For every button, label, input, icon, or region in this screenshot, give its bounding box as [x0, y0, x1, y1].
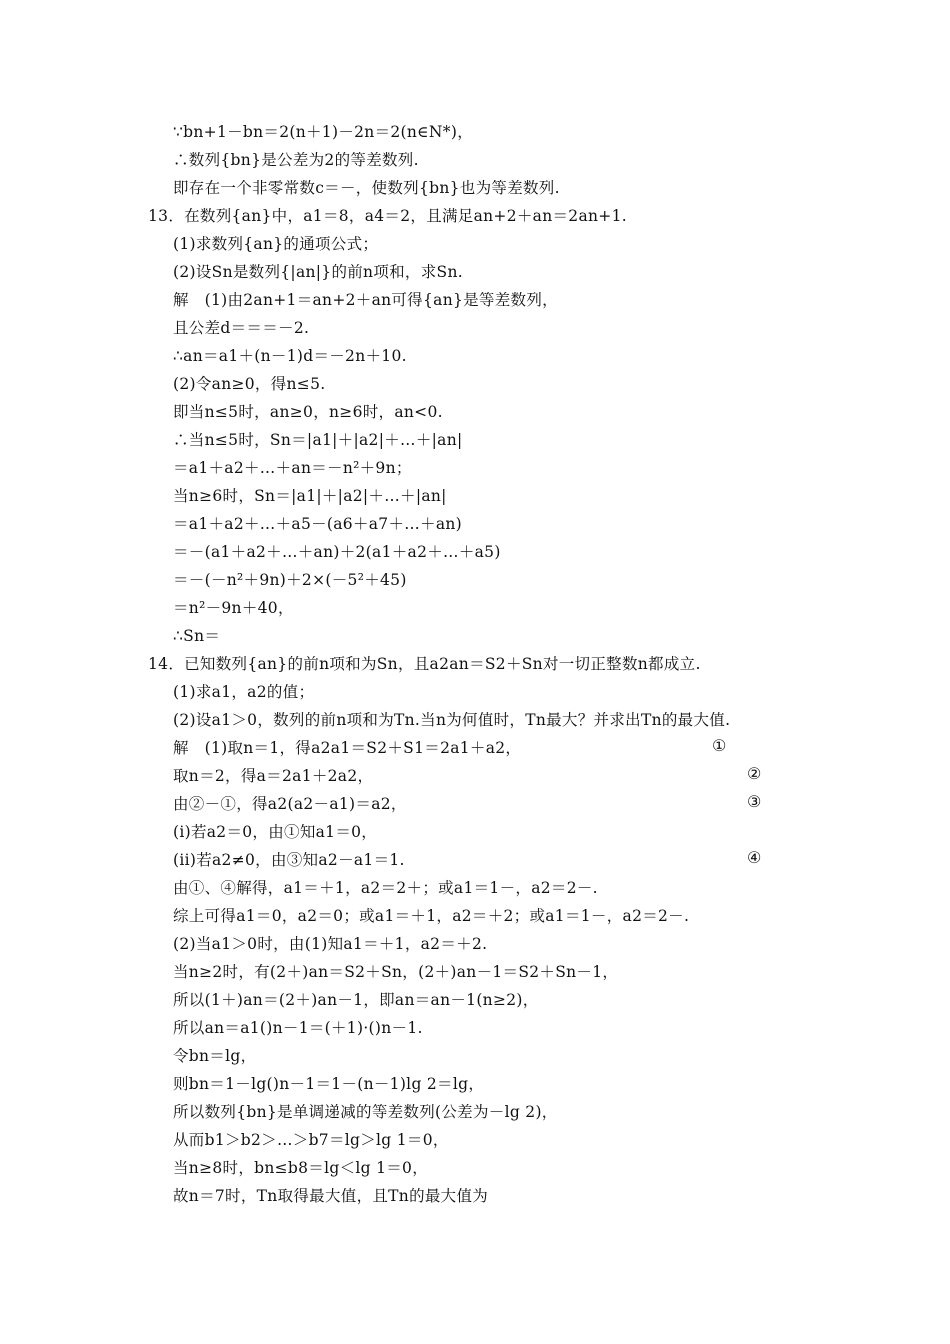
- text-line: 解 (1)由2an+1＝an+2＋an可得{an}是等差数列，: [173, 291, 558, 309]
- text-line: ＝n²－9n＋40，: [173, 599, 294, 617]
- text-line: ＝－(－n²＋9n)＋2×(－5²＋45): [173, 571, 407, 589]
- text-line: 综上可得a1＝0，a2＝0；或a1＝＋1，a2＝＋2；或a1＝1－，a2＝2－.: [173, 907, 690, 925]
- text-line: ∵bn+1－bn＝2(n＋1)－2n＝2(n∈N*)，: [173, 123, 473, 141]
- text-line: ∴数列{bn}是公差为2的等差数列.: [173, 151, 419, 169]
- equation-number-2: ②: [747, 764, 762, 783]
- text-line: (2)设a1＞0，数列的前n项和为Tn.当n为何值时，Tn最大？并求出Tn的最大值.: [173, 711, 731, 729]
- text-line: (1)求a1，a2的值；: [173, 683, 315, 701]
- text-line: ∴Sn＝: [173, 627, 221, 645]
- text-line: (ii)若a2≠0，由③知a2－a1＝1.: [173, 851, 405, 869]
- equation-number-1: ①: [712, 736, 727, 755]
- problem-13-heading: 13．在数列{an}中，a1＝8，a4＝2，且满足an+2＋an＝2an+1.: [148, 207, 627, 225]
- text-line: 当n≥2时，有(2＋)an＝S2＋Sn，(2＋)an－1＝S2＋Sn－1，: [173, 963, 619, 981]
- text-line: 所以(1＋)an＝(2＋)an－1，即an＝an－1(n≥2)，: [173, 991, 539, 1009]
- equation-number-3: ③: [747, 792, 762, 811]
- text-line: 取n＝2，得a＝2a1＋2a2，: [173, 767, 374, 785]
- text-line: 令bn＝lg，: [173, 1047, 257, 1065]
- text-line: ∴an＝a1＋(n－1)d＝－2n＋10.: [173, 347, 407, 365]
- text-line: ＝a1＋a2＋…＋an＝－n²＋9n；: [173, 459, 412, 477]
- text-line: (2)当a1＞0时，由(1)知a1＝＋1，a2＝＋2.: [173, 935, 488, 953]
- text-line: ∴当n≤5时，Sn＝|a1|＋|a2|＋…＋|an|: [173, 431, 463, 449]
- problem-14-heading: 14．已知数列{an}的前n项和为Sn，且a2an＝S2＋Sn对一切正整数n都成立.: [148, 655, 701, 673]
- text-line: 从而b1＞b2＞…＞b7＝lg＞lg 1＝0，: [173, 1131, 449, 1149]
- text-line: (1)求数列{an}的通项公式；: [173, 235, 379, 253]
- text-line: 所以数列{bn}是单调递减的等差数列(公差为－lg 2)，: [173, 1103, 558, 1121]
- text-line: 当n≥6时，Sn＝|a1|＋|a2|＋…＋|an|: [173, 487, 447, 505]
- text-line: 则bn＝1－lg()n－1＝1－(n－1)lg 2＝lg，: [173, 1075, 485, 1093]
- text-line: 故n＝7时，Tn取得最大值，且Tn的最大值为: [173, 1187, 489, 1205]
- text-line: (2)设Sn是数列{|an|}的前n项和，求Sn.: [173, 263, 463, 281]
- text-line: (i)若a2＝0，由①知a1＝0，: [173, 823, 378, 841]
- text-line: (2)令an≥0，得n≤5.: [173, 375, 326, 393]
- text-line: ＝－(a1＋a2＋…＋an)＋2(a1＋a2＋…＋a5): [173, 543, 501, 561]
- text-line: 由②－①，得a2(a2－a1)＝a2，: [173, 795, 407, 813]
- equation-number-4: ④: [747, 848, 762, 867]
- text-line: 即当n≤5时，an≥0，n≥6时，an<0.: [173, 403, 443, 421]
- text-line: 解 (1)取n＝1，得a2a1＝S2＋S1＝2a1＋a2，: [173, 739, 522, 757]
- text-line: 由①、④解得，a1＝＋1，a2＝2＋；或a1＝1－，a2＝2－.: [173, 879, 598, 897]
- text-line: 且公差d＝＝＝－2.: [173, 319, 310, 337]
- text-line: 即存在一个非零常数c＝－，使数列{bn}也为等差数列.: [173, 179, 560, 197]
- text-line: 当n≥8时，bn≤b8＝lg＜lg 1＝0，: [173, 1159, 429, 1177]
- text-line: ＝a1＋a2＋…＋a5－(a6＋a7＋…＋an): [173, 515, 463, 533]
- text-line: 所以an＝a1()n－1＝(＋1)·()n－1.: [173, 1019, 423, 1037]
